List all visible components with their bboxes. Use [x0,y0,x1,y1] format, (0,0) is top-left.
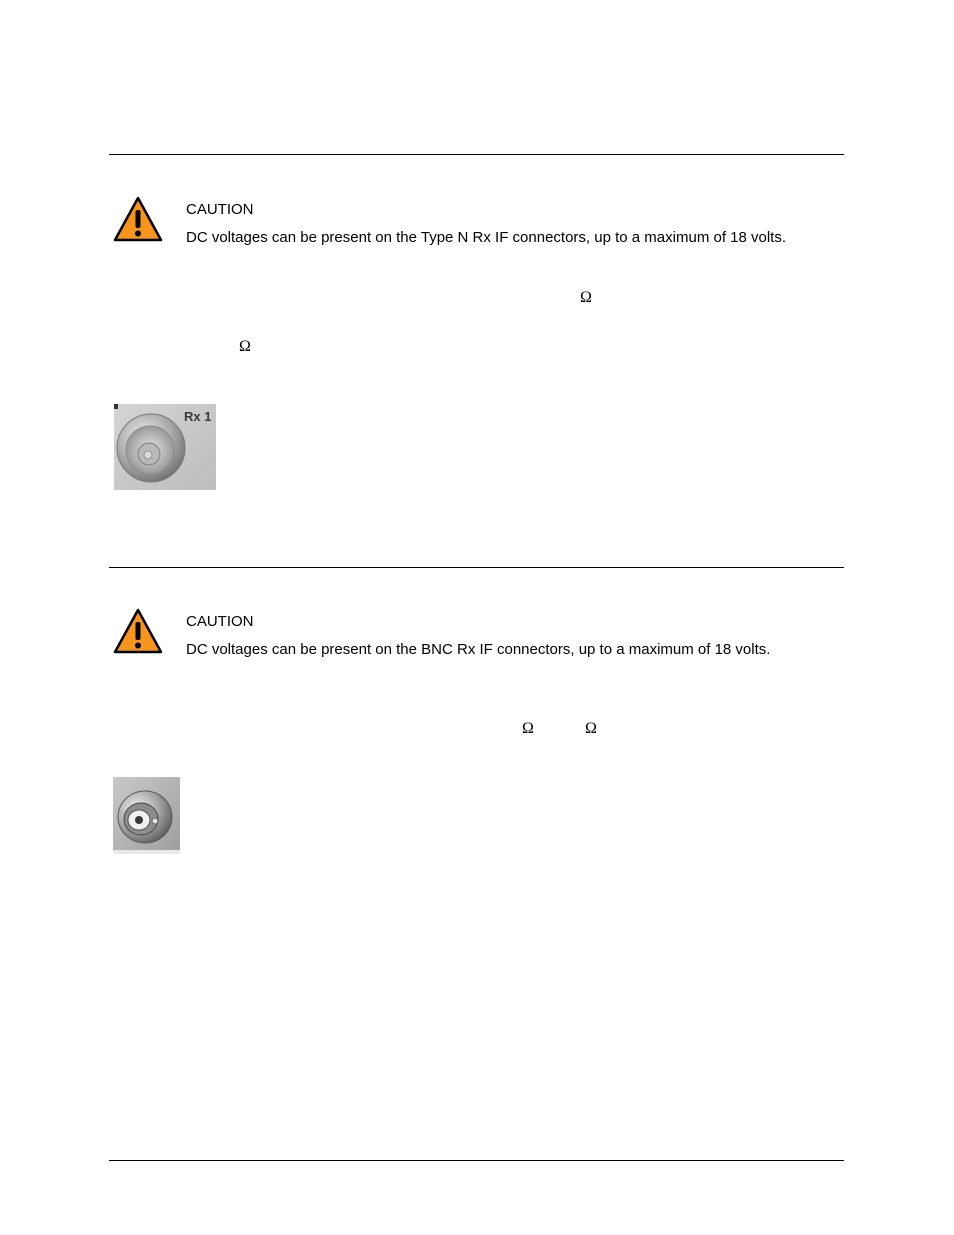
omega-symbol: Ω [522,720,534,737]
type-n-connector-photo [114,404,216,490]
section-divider-top [109,154,844,155]
caution-text: DC voltages can be present on the Type N Rx IF connectors, up to a maximum of 18 volts. [186,229,787,246]
section-divider-middle [109,567,844,568]
warning-icon [113,608,163,654]
footer-divider [109,1160,844,1161]
omega-symbol: Ω [239,338,251,355]
warning-icon [113,196,163,242]
caution-title: CAUTION [186,613,254,630]
omega-symbol: Ω [580,289,592,306]
omega-symbol: Ω [585,720,597,737]
connector-label: Rx 1 [184,409,212,424]
caution-text: DC voltages can be present on the BNC Rx IF connectors, up to a maximum of 18 volts. [186,641,771,658]
bnc-connector-photo [113,777,180,854]
caution-title: CAUTION [186,201,254,218]
